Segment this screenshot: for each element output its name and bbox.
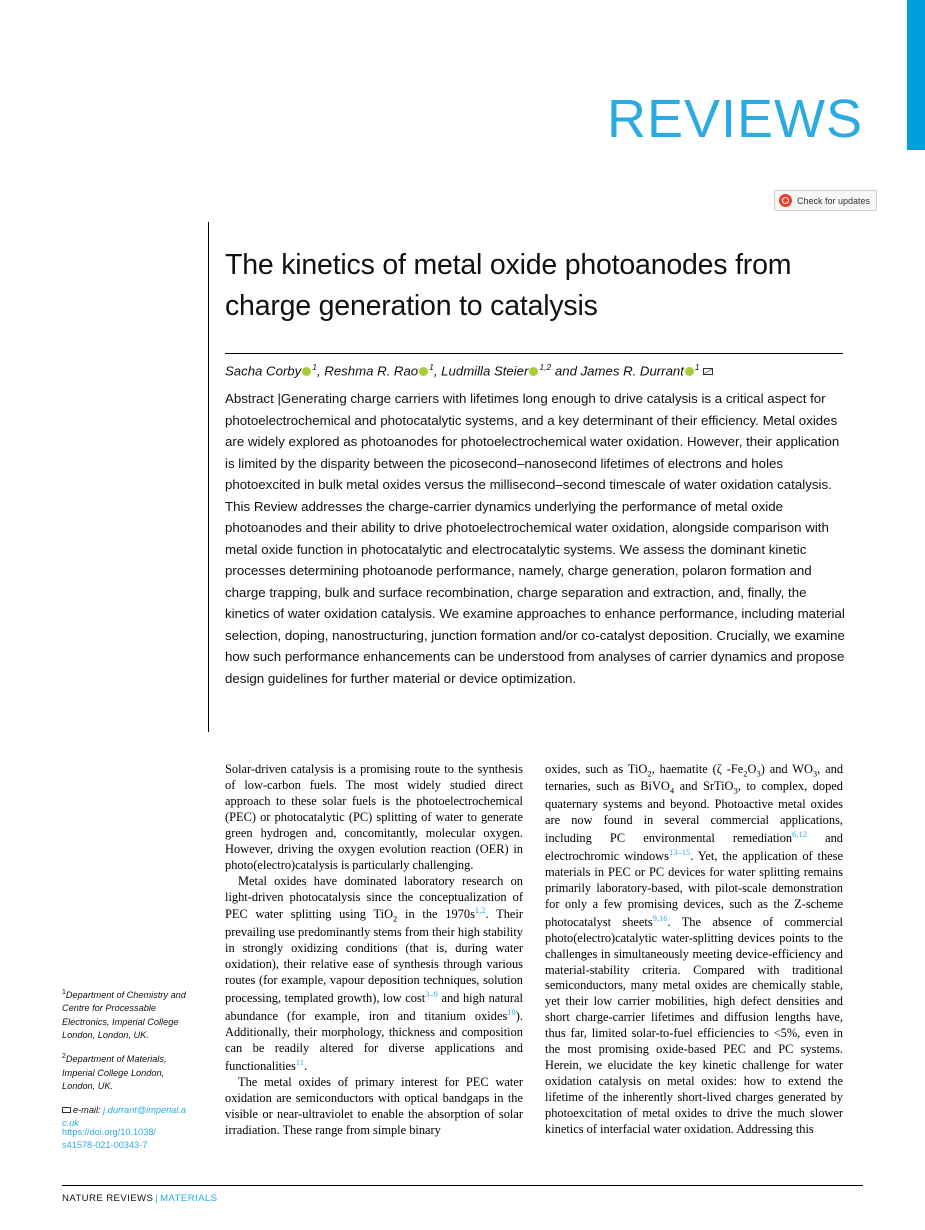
content-left-rule	[208, 222, 209, 732]
page-title: The kinetics of metal oxide photoanodes from charge generation to catalysis	[225, 249, 792, 322]
body-paragraph: Metal oxides have dominated laboratory research on light-driven photocatalysis since the conceptualization of PEC water splitting using TiO$_2$ in the 1970s$^{1,2}$. Their prevailing use predominantly stems from their high stability in strongly oxidizing conditions (that is, during water oxidation), their relative ease of synthesis through various routes (for example, vapour deposition techniques, solution processing, templated growth), low cost$^{3-9}$ and high natural abundance (for example, iron and titanium oxides$^{10}$). Additionally, their morphology, thickness and composition can be readily altered for diverse applications and functionalities$^{11}$.	[225, 873, 524, 1073]
title-divider	[225, 353, 843, 354]
footer	[62, 1193, 217, 1204]
doi-line-2[interactable]: s41578-021-00343-7	[62, 1140, 148, 1151]
body-paragraph: The metal oxides of primary interest for PEC water oxidation are semiconductors with optical bandgaps in the visible or near-ultraviolet to enable the absorption of solar irradiation. These range from simple binary	[225, 1074, 523, 1137]
orcid-icon[interactable]	[529, 367, 538, 376]
footer-separator: |	[155, 1193, 159, 1204]
footer-journal-name: NATURE REVIEWS	[62, 1193, 154, 1204]
orcid-icon[interactable]	[419, 367, 428, 376]
page-accent-bar	[907, 0, 925, 150]
doi-line-1[interactable]: https://doi.org/10.1038/	[62, 1127, 156, 1137]
corresponding-email[interactable]: e-mail: j.durrant@imperial.ac.uk	[62, 1104, 186, 1128]
section-heading: REVIEWS	[606, 89, 863, 149]
affiliations-block	[62, 988, 190, 1140]
body-column-right	[545, 762, 843, 1138]
author-list: Sacha Corby $^1$, Reshma R. Rao $^1$, Ludmilla Steier $^{1,2}$ and James R. Durrant $^1$	[225, 362, 845, 380]
abstract-label: Abstract |	[225, 391, 281, 406]
footer-divider	[62, 1185, 863, 1186]
orcid-icon[interactable]	[302, 367, 311, 376]
affiliation-item: $^1$Department of Chemistry and Centre for Processable Electronics, Imperial College London, London, UK.	[62, 989, 186, 1041]
body-paragraph: oxides, such as TiO$_2$, haematite (ζ $-Fe_2O_3$) and $WO_3$, and ternaries, such as BiVO$_4$ and SrTiO$_3$, to complex, doped quaternary systems and beyond. Photoactive metal oxides are now found in several commercial applications, including PC environmental remediation$^{6,12}$ and electrochromic windows$^{13-15}$. Yet, the application of these materials in PEC or PC devices for water splitting remains primarily laboratory-based, with pilot-scale demonstration for only a few promising devices, such as the Z-scheme photocatalyst sheets$^{9,16}$. The absence of commercial photo(electro)catalytic water-splitting devices points to the challenges in simultaneously meeting device-efficiency and material-stability criteria. Compared with traditional semiconductors, many metal oxides are chemically stable, yet their low carrier mobilities, high defect densities and short charge-carrier lifetimes and diffusion lengths have, thus far, limited solar-to-fuel efficiencies to <5%, even in the most promising oxide-based PEC and PC systems. Herein, we elucidate the key kinetic challenge for water oxidation catalysis on metal oxides: how to extend the lifetime of the inherently short-lived charges generated by photoexcitation of metal oxides to drive the much slower kinetics of interfacial water oxidation. Addressing this	[545, 762, 844, 1136]
affiliation-item: $^2$Department of Materials, Imperial College London, London, UK.	[62, 1053, 167, 1092]
crossmark-icon	[779, 194, 792, 207]
doi-link[interactable]	[62, 1126, 190, 1153]
body-paragraph: Solar-driven catalysis is a promising route to the synthesis of low-carbon fuels. The most widely studied direct approach to these solar fuels is the photoelectrochemical (PEC) or photocatalytic (PC) splitting of water to generate green hydrogen and, concomitantly, molecular oxygen. However, driving the oxygen evolution reaction (OER) in photo(electro)catalysis is particularly challenging.	[225, 762, 523, 872]
email-icon	[62, 1107, 71, 1113]
abstract: Abstract |Generating charge carriers with lifetimes long enough to drive catalysis is a critical aspect for photoelectrochemical and photocatalytic systems, and a key determinant of their efficiency. Metal oxides are widely explored as photoanodes for photoelectrochemical water oxidation. However, their application is limited by the disparity between the picosecond–nanosecond lifetimes of electrons and holes photoexcited in bulk metal oxides versus the millisecond–second timescale of water oxidation catalysis. This Review addresses the charge-carrier dynamics underlying the performance of metal oxide photoanodes and their ability to drive photoelectrochemical water oxidation, alongside comparison with metal oxide function in photocatalytic and electrocatalytic systems. We assess the dominant kinetic processes determining photoanode performance, namely, charge generation, polaron formation and charge trapping, bulk and surface recombination, charge separation and extraction, and, finally, the kinetics of water oxidation catalysis. We examine approaches to enhance performance, including material selection, doping, nanostructuring, junction formation and/or co-catalyst deposition. Crucially, we examine how such performance enhancements can be understood from analyses of carrier dynamics and propose design guidelines for further material or device optimization.	[225, 391, 845, 686]
body-column-left	[225, 762, 523, 1139]
orcid-icon[interactable]	[685, 367, 694, 376]
email-icon[interactable]	[703, 368, 713, 375]
footer-subject: MATERIALS	[160, 1193, 218, 1204]
check-for-updates-label: Check for updates	[796, 195, 870, 206]
check-for-updates-badge[interactable]	[774, 190, 877, 211]
